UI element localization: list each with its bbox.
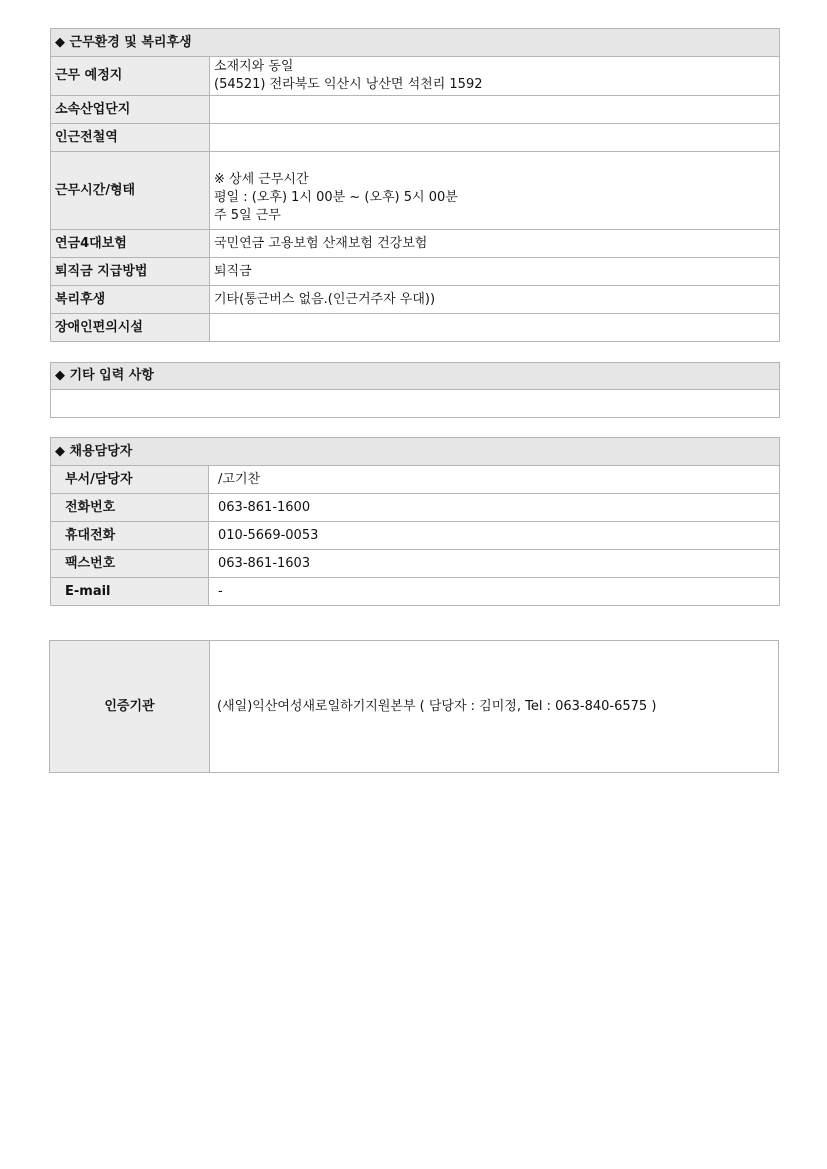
work-location-value	[210, 57, 780, 96]
other-input-table	[50, 362, 780, 418]
work-hours-line-2: 평일 : (오후) 1시 00분 ~ (오후) 5시 00분	[214, 189, 458, 205]
work-hours-value	[210, 152, 780, 230]
recruiter-table	[50, 437, 780, 606]
phone-value: 063-861-1600	[209, 494, 780, 522]
work-location-label: 근무 예정지	[51, 57, 210, 96]
fax-label: 팩스번호	[51, 550, 209, 578]
phone-label: 전화번호	[51, 494, 209, 522]
disability-facility-label: 장애인편의시설	[51, 314, 210, 342]
insurance-value: 국민연금 고용보험 산재보험 건강보험	[210, 230, 780, 258]
work-environment-header: ◆ 근무환경 및 복리후생	[51, 29, 780, 57]
welfare-label: 복리후생	[51, 286, 210, 314]
department-contact-value: /고기찬	[209, 466, 780, 494]
certification-value: (새일)익산여성새로일하기지원본부 ( 담당자 : 김미정, Tel : 063-840-6575 )	[210, 641, 779, 773]
department-contact-label: 부서/담당자	[51, 466, 209, 494]
fax-value: 063-861-1603	[209, 550, 780, 578]
other-input-header: ◆ 기타 입력 사항	[51, 363, 780, 390]
work-environment-table	[50, 28, 780, 342]
industrial-complex-label: 소속산업단지	[51, 96, 210, 124]
certification-table	[49, 640, 779, 773]
recruiter-header: ◆ 채용담당자	[51, 438, 780, 466]
other-input-content	[51, 390, 780, 418]
insurance-label: 연금4대보험	[51, 230, 210, 258]
welfare-value: 기타(통근버스 없음.(인근거주자 우대))	[210, 286, 780, 314]
mobile-label: 휴대전화	[51, 522, 209, 550]
work-hours-label: 근무시간/형태	[51, 152, 210, 230]
work-hours-line-3: 주 5일 근무	[214, 207, 281, 223]
disability-facility-value	[210, 314, 780, 342]
work-hours-line-1: ※ 상세 근무시간	[214, 171, 309, 187]
nearby-station-value	[210, 124, 780, 152]
severance-label: 퇴직금 지급방법	[51, 258, 210, 286]
certification-label: 인증기관	[50, 641, 210, 773]
severance-value: 퇴직금	[210, 258, 780, 286]
work-location-line-2: (54521) 전라북도 익산시 낭산면 석천리 1592	[214, 77, 483, 92]
email-label: E-mail	[51, 578, 209, 606]
industrial-complex-value	[210, 96, 780, 124]
email-value: -	[209, 578, 780, 606]
nearby-station-label: 인근전철역	[51, 124, 210, 152]
mobile-value: 010-5669-0053	[209, 522, 780, 550]
work-location-line-1: 소재지와 동일	[214, 59, 294, 74]
